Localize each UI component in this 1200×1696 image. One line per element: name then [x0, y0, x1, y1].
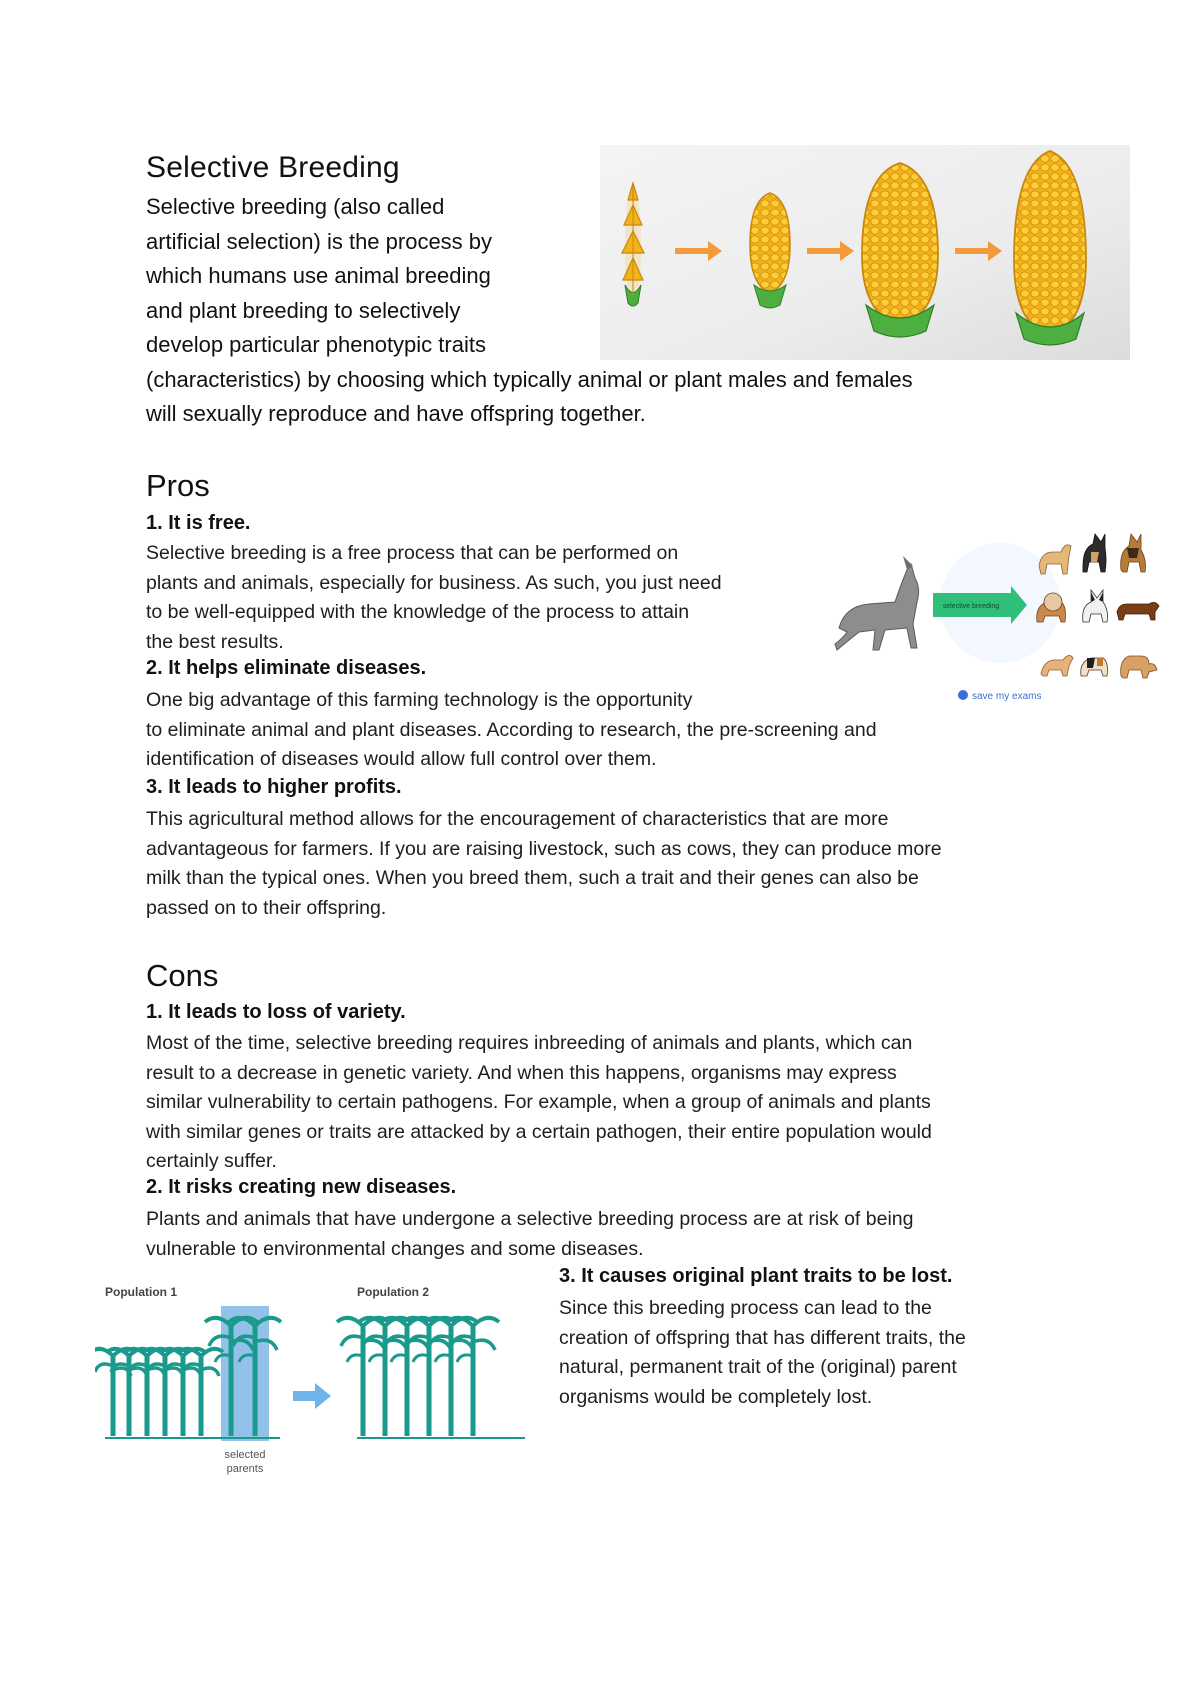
text-line: advantageous for farmers. If you are raising livestock, such as cows, they can produce more — [146, 837, 942, 860]
pros-item-3-text — [146, 805, 1106, 925]
cons-heading: Cons — [146, 958, 219, 993]
cons-item-3-text — [559, 1294, 1099, 1414]
pros-heading: Pros — [146, 468, 210, 503]
pros-item-1-text — [146, 539, 846, 659]
cons-item-1-text — [146, 1029, 1106, 1179]
dog-icon — [1081, 658, 1108, 676]
wolf-icon — [835, 556, 919, 650]
text-line: to be well-equipped with the knowledge of the process to attain — [146, 601, 690, 624]
dog-icon — [1083, 590, 1108, 622]
text-line: Selective breeding is a free process that can be performed on — [146, 542, 679, 564]
text-line: plants and animals, especially for business. As such, you just need — [146, 571, 722, 594]
text-line: passed on to their offspring. — [146, 896, 387, 919]
text-line: with similar genes or traits are attacked by a certain pathogen, their entire population would — [146, 1120, 932, 1143]
dog-icon — [1083, 534, 1106, 572]
cons-item-2-text — [146, 1205, 1106, 1265]
arrow-icon — [293, 1383, 331, 1409]
population-1-plants — [95, 1318, 281, 1436]
population-2-plants — [337, 1318, 499, 1436]
text-line: Most of the time, selective breeding requires inbreeding of animals and plants, which can — [146, 1032, 913, 1054]
cons-item-2-title: 2. It risks creating new diseases. — [146, 1176, 457, 1198]
dog-icon — [1041, 655, 1073, 676]
credit-text: save my exams — [972, 691, 1042, 702]
text-line: Plants and animals that have undergone a selective breeding process are at risk of being — [146, 1208, 914, 1230]
corn-stage-4-icon — [1014, 151, 1086, 345]
dog-icon — [1039, 545, 1071, 574]
corn-evolution-figure — [600, 145, 1130, 360]
dog-icon — [1121, 534, 1146, 572]
arrow-label: selective breeding — [942, 603, 1000, 610]
dog-icon — [1121, 656, 1157, 678]
cons-item-1-title: 1. It leads to loss of variety. — [146, 1001, 406, 1023]
text-line: creation of offspring that has different traits, the — [559, 1326, 966, 1349]
population-1-label: Population 1 — [105, 1285, 177, 1299]
text-line: vulnerable to environmental changes and some diseases. — [146, 1237, 644, 1260]
save-my-exams-logo — [958, 690, 1041, 702]
dog-icon — [1117, 602, 1159, 620]
pros-item-2-title: 2. It helps eliminate diseases. — [146, 657, 427, 679]
text-line: Since this breeding process can lead to the — [559, 1297, 932, 1319]
text-line: milk than the typical ones. When you breed them, such a trait and their genes can also be — [146, 867, 919, 890]
intro-line: will sexually reproduce and have offspring together. — [146, 401, 646, 426]
text-line: This agricultural method allows for the encouragement of characteristics that are more — [146, 808, 889, 830]
text-line: to eliminate animal and plant diseases. According to research, the pre-screening and — [146, 718, 877, 741]
selected-label: selected — [224, 1449, 266, 1461]
intro-line: which humans use animal breeding — [146, 263, 491, 288]
intro-line: Selective breeding (also called — [146, 194, 445, 219]
dog-breeding-figure — [825, 528, 1175, 708]
population-2-label: Population 2 — [357, 1285, 429, 1299]
page-title: Selective Breeding — [146, 151, 400, 184]
parents-label: parents — [226, 1463, 264, 1475]
text-line: identification of diseases would allow full control over them. — [146, 748, 657, 771]
intro-line: artificial selection) is the process by — [146, 228, 493, 254]
text-line: the best results. — [146, 630, 284, 653]
corn-stage-3-icon — [862, 163, 938, 337]
selected-parents-highlight — [221, 1306, 269, 1441]
intro-line: develop particular phenotypic traits — [146, 332, 486, 357]
pros-item-3-title: 3. It leads to higher profits. — [146, 776, 402, 798]
corn-stage-2-icon — [750, 193, 790, 308]
text-line: One big advantage of this farming technology is the opportunity — [146, 689, 693, 711]
intro-line: and plant breeding to selectively — [146, 297, 461, 323]
intro-line: (characteristics) by choosing which typically animal or plant males and females — [146, 366, 913, 392]
population-selection-figure — [95, 1276, 535, 1496]
text-line: natural, permanent trait of the (original) parent — [559, 1356, 957, 1379]
text-line: certainly suffer. — [146, 1150, 277, 1173]
text-line: result to a decrease in genetic variety. And when this happens, organisms may express — [146, 1061, 897, 1084]
text-line: organisms would be completely lost. — [559, 1385, 873, 1408]
pros-item-1-title: 1. It is free. — [146, 512, 251, 534]
cons-item-3-title: 3. It causes original plant traits to be lost. — [559, 1265, 953, 1287]
text-line: similar vulnerability to certain pathogens. For example, when a group of animals and plants — [146, 1091, 931, 1114]
